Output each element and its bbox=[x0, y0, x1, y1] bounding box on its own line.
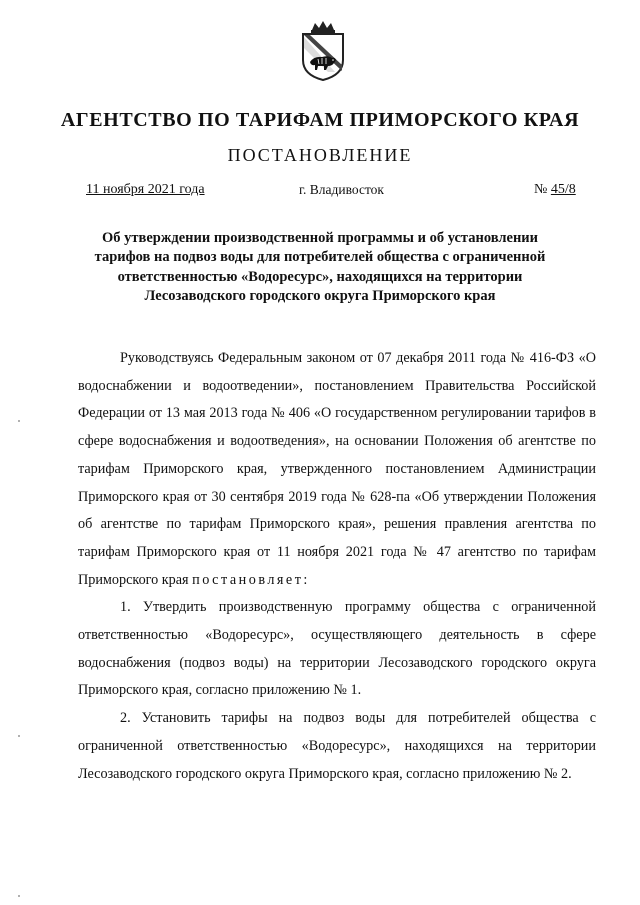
document-body bbox=[78, 345, 596, 788]
preamble-paragraph bbox=[78, 345, 596, 594]
document-date: 11 ноября 2021 года bbox=[86, 182, 205, 197]
number-value: 45/8 bbox=[550, 182, 576, 197]
agency-name: АГЕНТСТВО ПО ТАРИФАМ ПРИМОРСКОГО КРАЯ bbox=[60, 109, 580, 131]
document-title: Об утверждении производственной программы и об установлении тарифов на подвоз воды для потребителей общества с ограниченной ответственностью «Водоресурс», находящихся на территории Лесозаводского городского округа Приморского края bbox=[94, 230, 546, 305]
scan-speck bbox=[18, 895, 20, 897]
preamble-text: Руководствуясь Федеральным законом от 07 декабря 2011 года № 416-ФЗ «О водоснабжении и водоотведении», постановлением Правительства Российской Федерации от 13 мая 2013 года № 406 «О государственном регулировании тарифов в сфере водоснабжения и водоотведения», на основании Положения об агентстве по тарифам Приморского края, утвержденного постановлением Администрации Приморского края от 30 сентября 2019 года № 628-па «Об утверждении Положения об агентстве по тарифам Приморского края», решения правления агентства по тарифам Приморского края от 11 ноября 2021 года № 47 агентство по тарифам Приморского края bbox=[78, 350, 596, 588]
document-city: г. Владивосток bbox=[299, 182, 384, 197]
document-type: ПОСТАНОВЛЕНИЕ bbox=[227, 145, 413, 165]
scan-speck bbox=[18, 735, 20, 737]
document-number bbox=[534, 182, 576, 198]
decree-word: постановляет: bbox=[192, 571, 310, 588]
number-prefix: № bbox=[534, 182, 551, 197]
scan-speck bbox=[18, 420, 20, 422]
coat-of-arms-icon bbox=[298, 20, 348, 82]
item-2: 2. Установить тарифы на подвоз воды для потребителей общества с ограниченной ответственностью «Водоресурс», находящихся на территории Лесозаводского городского округа Приморского края, согласно приложению № 2. bbox=[78, 710, 596, 782]
item-1: 1. Утвердить производственную программу общества с ограниченной ответственностью «Водоресурс», осуществляющего деятельность в сфере водоснабжения (подвоз воды) на территории Лесозаводского городского округа Приморского края, согласно приложению № 1. bbox=[78, 599, 596, 699]
